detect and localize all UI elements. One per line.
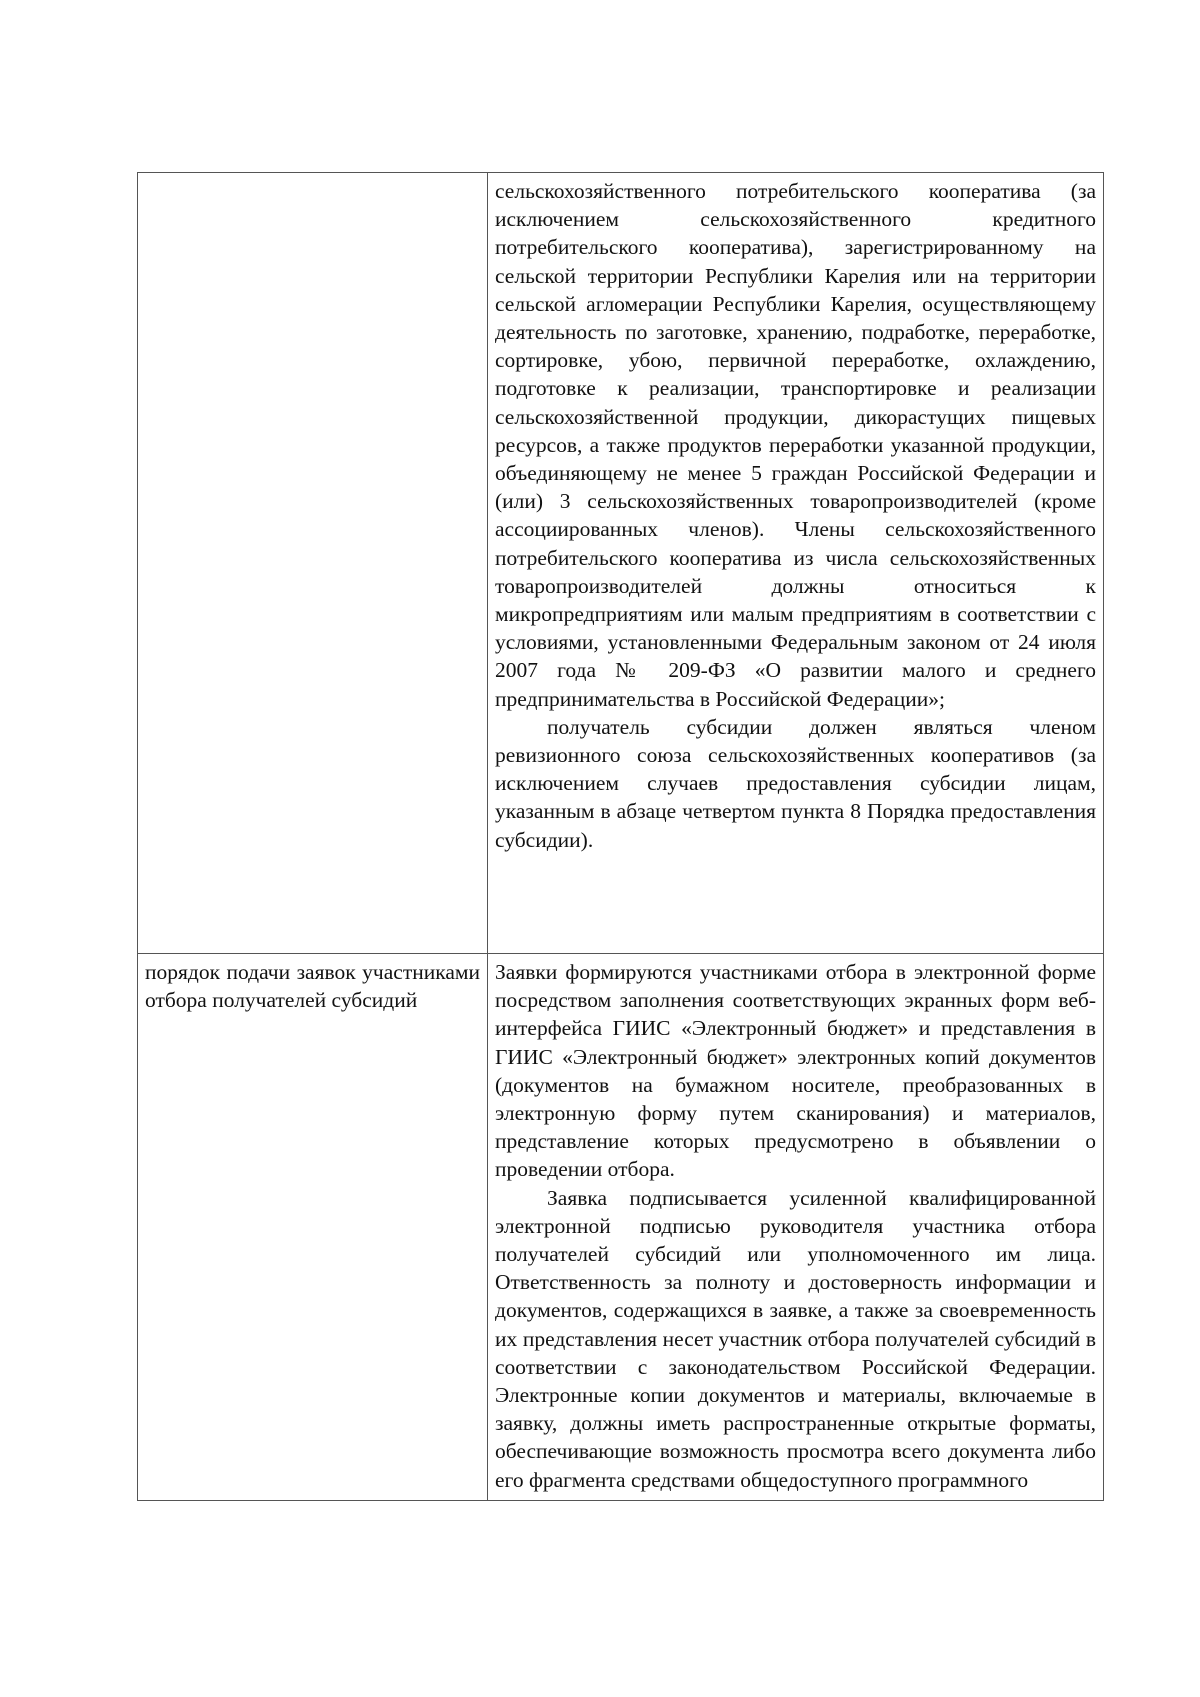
table-row <box>138 954 1104 1501</box>
paragraph: сельскохозяйственного потребительского кооператива (за исключением сельскохозяйственного кредитного потребительского кооператива), зарегистрированному на сельской территории Республики Карелия или на территории сельской агломерации Республики Карелия, осуществляющему деятельность по заготовке, хранению, подработке, переработке, сортировке, убою, первичной переработке, охлаждению, подготовке к реализации, транспортировке и реализации сельскохозяйственной продукции, дикорастущих пищевых ресурсов, а также продуктов переработки указанной продукции, объединяющему не менее 5 граждан Российской Федерации и (или) 3 сельскохозяйственных товаропроизводителей (кроме ассоциированных членов). Члены сельскохозяйственного потребительского кооператива из числа сельскохозяйственных товаропроизводителей должны относиться к микропредприятиям или малым предприятиям в соответствии с условиями, установленными Федеральным законом от 24 июля 2007 года № 209-ФЗ «О развитии малого и среднего предпринимательства в Российской Федерации»; <box>495 179 1096 711</box>
row-content-cell <box>488 954 1104 1501</box>
row-label: порядок подачи заявок участниками отбора получателей субсидий <box>145 960 480 1013</box>
table-row <box>138 173 1104 954</box>
requirements-table <box>137 172 1104 1501</box>
row-content-cell <box>488 173 1104 954</box>
paragraph: получатель субсидии должен являться членом ревизионного союза сельскохозяйственных кооперативов (за исключением случаев предоставления субсидии лицам, указанным в абзаце четвертом пункта 8 Порядка предоставления субсидии). <box>495 714 1096 852</box>
row-label-cell <box>138 954 488 1501</box>
paragraph: Заявки формируются участниками отбора в электронной форме посредством заполнения соответствующих экранных форм веб-интерфейса ГИИС «Электронный бюджет» и представления в ГИИС «Электронный бюджет» электронных копий документов (документов на бумажном носителе, преобразованных в электронную форму путем сканирования) и материалов, представление которых предусмотрено в объявлении о проведении отбора. <box>495 960 1096 1182</box>
paragraph: Заявка подписывается усиленной квалифицированной электронной подписью руководителя участника отбора получателей субсидий или уполномоченного им лица. Ответственность за полноту и достоверность информации и документов, содержащихся в заявке, а также за своевременность их представления несет участник отбора получателей субсидий в соответствии с законодательством Российской Федерации. Электронные копии документов и материалы, включаемые в заявку, должны иметь распространенные открытые форматы, обеспечивающие возможность просмотра всего документа либо его фрагмента средствами общедоступного программного <box>495 1185 1096 1492</box>
row-label-cell <box>138 173 488 954</box>
